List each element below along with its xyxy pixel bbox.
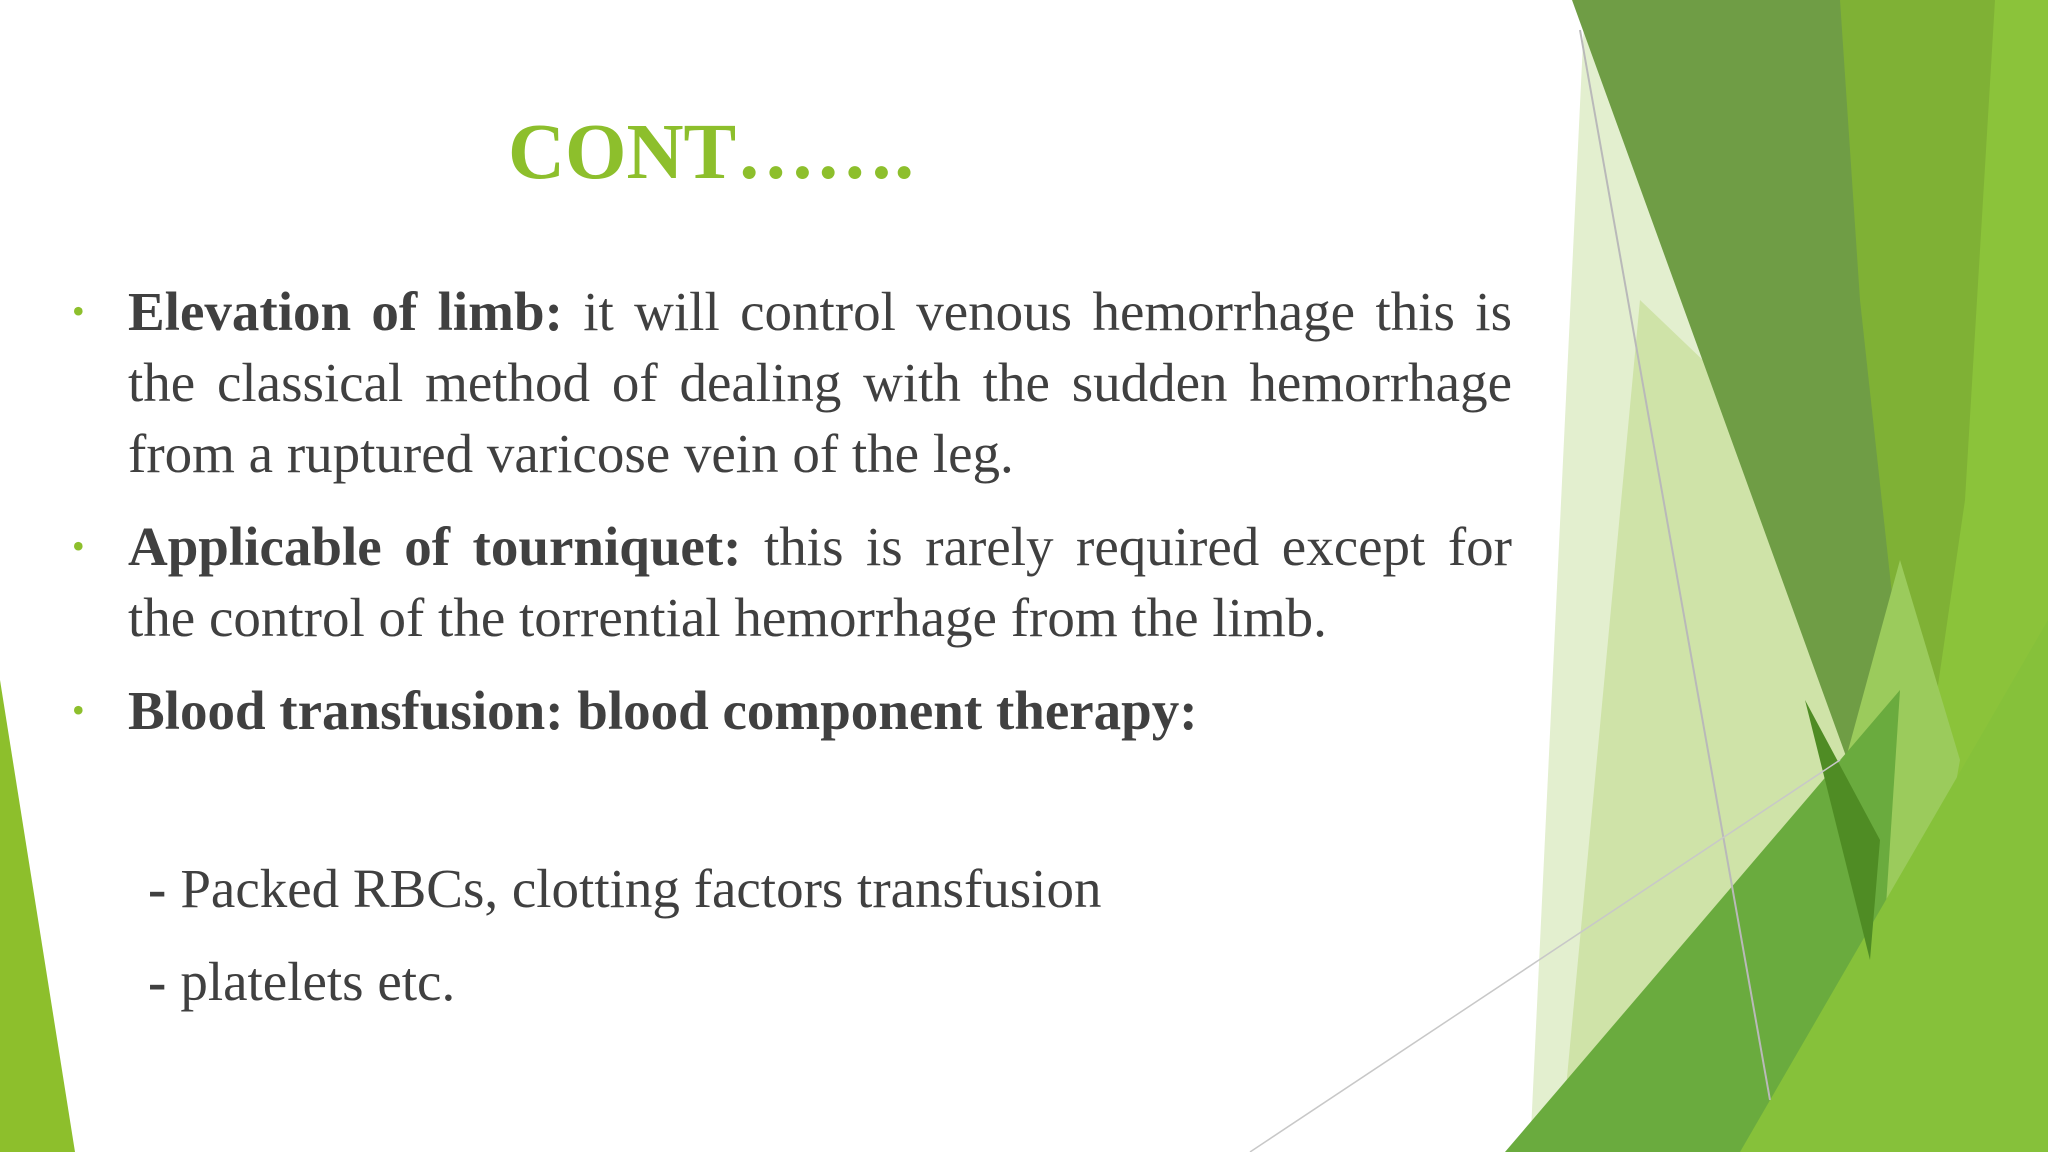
sub-item-list [148,842,1101,1028]
sub-item [148,842,1101,935]
bullet-term: Elevation of limb: [128,281,563,342]
sub-item [148,935,1101,1028]
sub-item-text: platelets etc. [180,951,456,1012]
bullet-item [60,511,1512,653]
dash-marker: - [148,951,167,1012]
bullet-term: Applicable of tourniquet: [128,516,742,577]
bullet-list [60,276,1512,768]
bullet-term: Blood transfusion: blood component therapy: [128,680,1198,741]
bullet-item [60,276,1512,489]
bullet-text: it will control venous hemorrhage this is the classical method of dealing with the sudden hemorrhage from a ruptured varicose vein of the leg. [128,281,1512,484]
bullet-text: this is rarely required except for the control of the torrential hemorrhage from the limb. [128,516,1512,648]
slide-title: CONT……. [508,109,914,196]
sub-item-text: Packed RBCs, clotting factors transfusion [180,858,1102,919]
bullet-dot-icon: • [72,690,85,730]
bullet-dot-icon: • [72,526,85,566]
dash-marker: - [148,858,167,919]
bullet-item [60,675,1512,746]
bullet-dot-icon: • [72,291,85,331]
